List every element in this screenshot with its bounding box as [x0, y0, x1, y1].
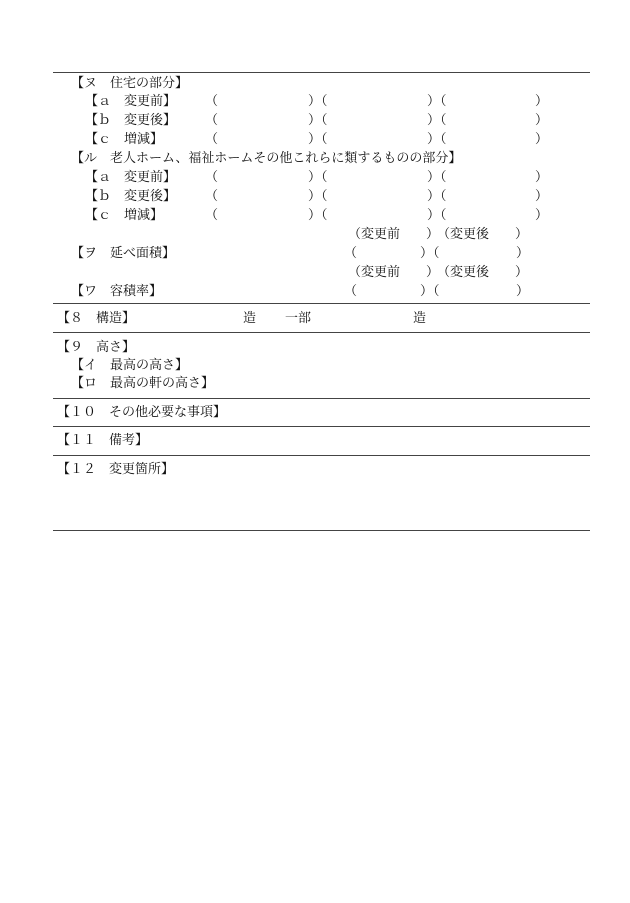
structure-main-suffix: 造: [243, 311, 257, 326]
wo-value-close-paren: ）: [516, 246, 530, 261]
wa-before-caption: （変更前 ）: [348, 265, 440, 280]
wo-before-caption: （変更前 ）: [348, 227, 440, 242]
wo-after-caption: （変更後 ）: [437, 227, 529, 242]
nu-row-before-mid-parens-2: ）（: [427, 94, 447, 109]
structure-partial-suffix: 造: [413, 311, 427, 326]
section-ru-heading: 【ル 老人ホーム、福祉ホームその他これらに類するものの部分】: [71, 151, 462, 166]
wa-after-caption: （変更後 ）: [437, 265, 529, 280]
ru-row-after-mid-parens-2: ）（: [427, 189, 447, 204]
ru-row-diff-label: 【ｃ 増減】: [85, 208, 164, 223]
rule-before-section-8: [53, 303, 590, 304]
rule-before-section-9: [53, 332, 590, 333]
ru-row-diff-mid-parens-2: ）（: [427, 208, 447, 223]
max-eaves-height-label: 【ロ 最高の軒の高さ】: [71, 376, 215, 391]
wa-value-open-paren: （: [344, 284, 358, 299]
wo-value-open-paren: （: [344, 246, 358, 261]
nu-row-before-label: 【ａ 変更前】: [85, 94, 177, 109]
ru-row-before-mid-parens-2: ）（: [427, 170, 447, 185]
nu-row-after-mid-parens-2: ）（: [427, 113, 447, 128]
ru-row-diff-mid-parens-1: ）（: [308, 208, 328, 223]
nu-row-diff-label: 【ｃ 増減】: [85, 132, 164, 147]
ru-row-before-close-paren: ）: [535, 170, 549, 185]
nu-row-after-label: 【ｂ 変更後】: [85, 113, 177, 128]
ru-row-before-label: 【ａ 変更前】: [85, 170, 177, 185]
nu-row-diff-mid-parens-2: ）（: [427, 132, 447, 147]
section-9-heading: 【９ 高さ】: [57, 340, 136, 355]
section-12-heading: 【１２ 変更箇所】: [57, 462, 175, 477]
section-10-heading: 【１０ その他必要な事項】: [57, 405, 227, 420]
section-nu-heading: 【ヌ 住宅の部分】: [71, 76, 189, 91]
rule-before-section-10: [53, 398, 590, 399]
nu-row-after-mid-parens-1: ）（: [308, 113, 328, 128]
rule-before-section-12: [53, 455, 590, 456]
ru-row-after-label: 【ｂ 変更後】: [85, 189, 177, 204]
wa-value-mid-parens: ）（: [420, 284, 440, 299]
ru-row-after-open-paren: （: [205, 189, 219, 204]
ru-row-after-close-paren: ）: [535, 189, 549, 204]
ru-row-diff-open-paren: （: [205, 208, 219, 223]
section-wa-label: 【ワ 容積率】: [71, 284, 163, 299]
nu-row-diff-open-paren: （: [205, 132, 219, 147]
ru-row-after-mid-parens-1: ）（: [308, 189, 328, 204]
section-wo-label: 【ヲ 延べ面積】: [71, 246, 176, 261]
wa-value-close-paren: ）: [516, 284, 530, 299]
nu-row-diff-mid-parens-1: ）（: [308, 132, 328, 147]
max-height-label: 【イ 最高の高さ】: [71, 358, 189, 373]
nu-row-after-close-paren: ）: [535, 113, 549, 128]
rule-before-section-11: [53, 426, 590, 427]
wo-value-mid-parens: ）（: [420, 246, 440, 261]
section-8-heading: 【８ 構造】: [57, 311, 136, 326]
nu-row-diff-close-paren: ）: [535, 132, 549, 147]
nu-row-before-mid-parens-1: ）（: [308, 94, 328, 109]
nu-row-before-close-paren: ）: [535, 94, 549, 109]
nu-row-after-open-paren: （: [205, 113, 219, 128]
structure-partial-label: 一部: [285, 311, 312, 326]
nu-row-before-open-paren: （: [205, 94, 219, 109]
ru-row-before-open-paren: （: [205, 170, 219, 185]
top-rule: [53, 72, 590, 73]
bottom-rule: [53, 530, 590, 531]
ru-row-diff-close-paren: ）: [535, 208, 549, 223]
ru-row-before-mid-parens-1: ）（: [308, 170, 328, 185]
section-11-heading: 【１１ 備考】: [57, 433, 149, 448]
